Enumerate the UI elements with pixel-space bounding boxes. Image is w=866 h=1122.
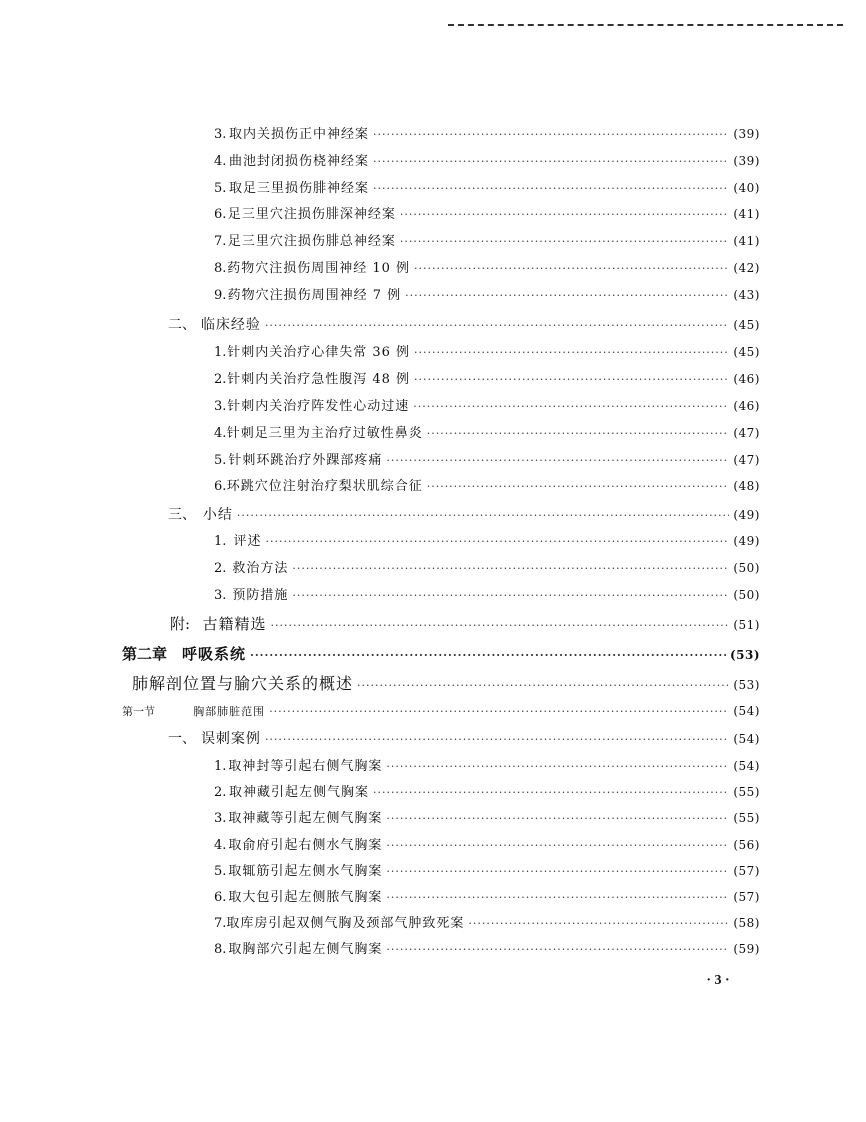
toc-page: (55): [733, 785, 760, 799]
dot-leader: [400, 204, 730, 226]
toc-page: (51): [733, 618, 760, 632]
toc-number: 5.: [214, 864, 227, 879]
toc-entry: [214, 807, 760, 829]
toc-entry: [214, 755, 760, 777]
toc-number: 3.: [214, 127, 227, 142]
toc-page: (58): [733, 916, 760, 930]
toc-title: 取神藏等引起左侧气胸案: [228, 811, 383, 826]
dot-leader: [386, 861, 729, 883]
toc-title: 预防措施: [232, 588, 289, 603]
dot-leader: [405, 285, 729, 307]
dot-leader: [386, 835, 729, 857]
toc-entry: [214, 203, 760, 225]
dot-leader: [250, 645, 726, 667]
toc-title: 评述: [233, 534, 262, 549]
toc-number: 4.: [214, 838, 227, 853]
toc-number: 3.: [214, 588, 227, 603]
toc-number: 1.: [214, 759, 227, 774]
dot-leader: [413, 396, 729, 418]
toc-title: 取大包引起左侧脓气胸案: [228, 890, 383, 905]
toc-number: 2.: [214, 561, 227, 576]
toc-title: 药物穴注损伤周围神经 10 例: [227, 261, 411, 276]
toc-number: 三、: [168, 507, 196, 523]
toc-title: 足三里穴注损伤腓总神经案: [227, 234, 396, 249]
toc-page: (55): [733, 811, 760, 825]
toc-title: 临床经验: [200, 317, 261, 333]
toc-number: 6.: [214, 479, 227, 494]
toc-entry: [214, 230, 760, 252]
toc-title: 取神藏引起左侧气胸案: [228, 785, 369, 800]
toc-section-entry: [168, 314, 760, 336]
dot-leader: [373, 178, 729, 200]
toc-page: (39): [733, 154, 760, 168]
toc-number: 1.: [214, 345, 227, 360]
toc-page: (45): [733, 345, 760, 359]
dot-leader: [427, 423, 730, 445]
toc-number: 1.: [214, 534, 227, 549]
toc-title: 取库房引起双侧气胸及颈部气肿致死案: [226, 916, 465, 931]
toc-title: 取内关损伤正中神经案: [228, 127, 369, 142]
dot-leader: [386, 939, 729, 961]
toc-number: 5.: [214, 181, 227, 196]
toc-number: 7.: [214, 916, 227, 931]
toc-number: 3.: [214, 399, 227, 414]
toc-page: (47): [733, 426, 760, 440]
toc-entry: [214, 938, 760, 960]
dot-leader: [373, 124, 729, 146]
toc-section-entry: [168, 504, 760, 526]
toc-title: 救治方法: [232, 561, 289, 576]
toc-entry: [214, 912, 760, 934]
toc-number: 二、: [168, 317, 196, 333]
toc-title: 针刺足三里为主治疗过敏性鼻炎: [226, 426, 423, 441]
toc-page: (57): [733, 864, 760, 878]
toc-number: 3.: [214, 811, 227, 826]
dot-leader: [386, 756, 729, 778]
toc-title: 取神封等引起右侧气胸案: [228, 759, 383, 774]
toc-title: 胸部肺脏范围: [193, 705, 266, 718]
toc-entry: [214, 422, 760, 444]
dot-leader: [265, 315, 729, 337]
toc-number: 7.: [214, 234, 227, 249]
toc-page: (45): [733, 318, 760, 332]
toc-page: (48): [733, 479, 760, 493]
dot-leader: [357, 675, 729, 697]
toc-page: (57): [733, 890, 760, 904]
toc-number: 6.: [214, 207, 227, 222]
dot-leader: [237, 505, 729, 527]
toc-section-entry: [168, 728, 760, 750]
toc-entry: [214, 475, 760, 497]
toc-page: (50): [733, 561, 760, 575]
toc-entry: [214, 834, 760, 856]
toc-page: (46): [733, 372, 760, 386]
toc-entry: [214, 177, 760, 199]
toc-number: 4.: [214, 426, 227, 441]
dot-leader: [414, 342, 729, 364]
toc-page: (59): [733, 942, 760, 956]
toc-entry: [214, 123, 760, 145]
dot-leader: [271, 615, 730, 637]
toc-appendix-entry: [170, 613, 760, 635]
dot-leader: [265, 531, 729, 553]
dot-leader: [400, 231, 730, 253]
toc-page: (49): [733, 508, 760, 522]
toc-title: 取胸部穴引起左侧气胸案: [228, 942, 383, 957]
toc-entry: [214, 257, 760, 279]
toc-page: (53): [733, 678, 760, 692]
toc-number: 9.: [214, 288, 227, 303]
toc-title: 药物穴注损伤周围神经 7 例: [227, 288, 402, 303]
toc-title: 取足三里损伤腓神经案: [228, 181, 369, 196]
toc-entry: [214, 449, 760, 471]
toc-page: (42): [733, 261, 760, 275]
toc-entry: [214, 886, 760, 908]
dot-leader: [373, 782, 729, 804]
toc-number: 一、: [168, 731, 196, 747]
toc-number: 附:: [170, 615, 191, 633]
toc-entry: [214, 368, 760, 390]
toc-page: (40): [733, 181, 760, 195]
dot-leader: [269, 701, 729, 723]
toc-number: 8.: [214, 942, 227, 957]
dot-leader: [386, 450, 729, 472]
toc-page: (49): [733, 534, 760, 548]
toc-entry: [214, 781, 760, 803]
toc-entry: [214, 584, 760, 606]
toc-title: 取俞府引起右侧水气胸案: [228, 838, 383, 853]
toc-page: (54): [733, 759, 760, 773]
toc-title: 古籍精选: [202, 615, 267, 633]
toc-title: 针刺环跳治疗外踝部疼痛: [228, 453, 383, 468]
toc-entry: [214, 284, 760, 306]
toc-entry: [214, 557, 760, 579]
toc-title: 针刺内关治疗心律失常 36 例: [227, 345, 411, 360]
toc-title: 足三里穴注损伤腓深神经案: [227, 207, 396, 222]
toc-page: (47): [733, 453, 760, 467]
dot-leader: [373, 151, 729, 173]
toc-page: (50): [733, 588, 760, 602]
toc-number: 6.: [214, 890, 227, 905]
toc-number: 4.: [214, 154, 227, 169]
dot-leader: [427, 476, 730, 498]
toc-page: (56): [733, 838, 760, 852]
toc-title: 取辄筋引起左侧水气胸案: [228, 864, 383, 879]
page-number: · 3 ·: [706, 973, 730, 988]
dot-leader: [386, 887, 729, 909]
dot-leader: [292, 558, 729, 580]
toc-page: (54): [733, 732, 760, 746]
toc-page: (39): [733, 127, 760, 141]
top-dashed-rule: [448, 24, 843, 26]
dot-leader: [265, 729, 729, 751]
toc-number: 2.: [214, 785, 227, 800]
toc-page: (54): [733, 704, 760, 718]
toc-number: 8.: [214, 261, 227, 276]
toc-page: (46): [733, 399, 760, 413]
toc-entry: [214, 395, 760, 417]
toc-entry: [214, 860, 760, 882]
toc-number: 第二章: [122, 645, 168, 663]
toc-page: (53): [729, 648, 760, 662]
toc-title: 环跳穴位注射治疗梨状肌综合征: [226, 479, 423, 494]
toc-title: 肺解剖位置与腧穴关系的概述: [132, 674, 354, 693]
toc-entry: [214, 341, 760, 363]
toc-title: 呼吸系统: [181, 645, 246, 663]
toc-entry: [214, 530, 760, 552]
toc-page: (41): [733, 207, 760, 221]
toc-title: 针刺内关治疗急性腹泻 48 例: [227, 372, 411, 387]
toc-chapter-entry: [122, 643, 760, 665]
dot-leader: [386, 808, 729, 830]
toc-number: 5.: [214, 453, 227, 468]
toc-number: 第一节: [122, 705, 155, 718]
dot-leader: [468, 913, 729, 935]
toc-title: 曲池封闭损伤桡神经案: [228, 154, 369, 169]
toc-title: 小结: [202, 507, 233, 523]
toc-number: 2.: [214, 372, 227, 387]
toc-node-entry: [122, 700, 760, 722]
dot-leader: [414, 258, 729, 280]
dot-leader: [414, 369, 729, 391]
dot-leader: [292, 585, 729, 607]
toc-page: (43): [733, 288, 760, 302]
toc-title: 误刺案例: [200, 731, 261, 747]
toc-entry: [214, 150, 760, 172]
toc-title: 针刺内关治疗阵发性心动过速: [227, 399, 410, 414]
toc-page: (41): [733, 234, 760, 248]
toc-overview-entry: [132, 673, 760, 695]
